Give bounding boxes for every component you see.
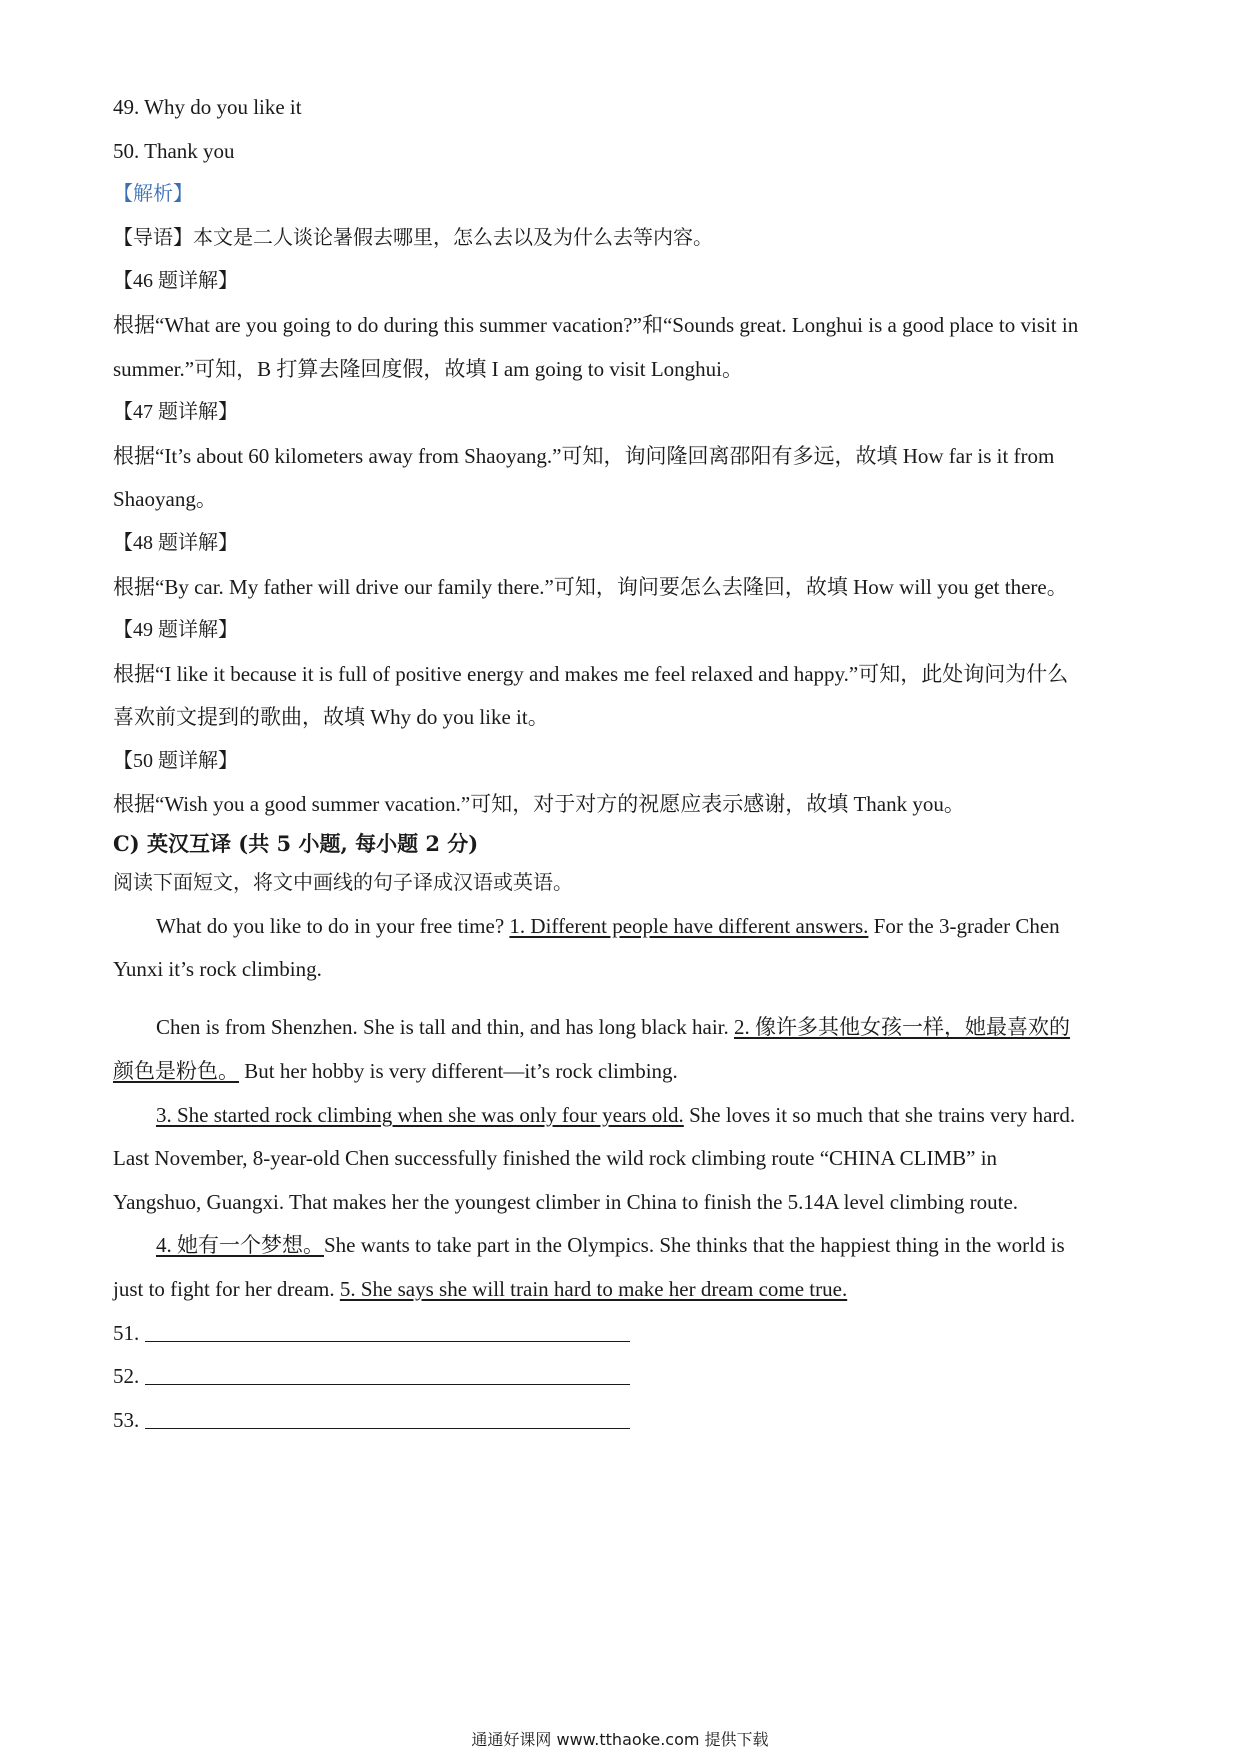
passage-p2-line2 — [113, 1057, 1128, 1085]
q50-explanation: 根据“Wish you a good summer vacation.”可知，对于对方的祝愿应表示感谢，故填 Thank you。 — [113, 792, 965, 816]
passage-p2-line1 — [156, 1013, 1128, 1041]
q47-explanation-line1: 根据“It’s about 60 kilometers away from Shaoyang.”可知，询问隆回离邵阳有多远，故填 How far is it from — [113, 444, 1055, 468]
answer-number: 51. — [113, 1321, 140, 1345]
passage-p3-line2: Last November, 8-year-old Chen successfully finished the wild rock climbing route “CHINA CLIMB” in — [113, 1146, 998, 1170]
passage-text: For the 3-grader Chen — [868, 914, 1060, 938]
passage-p3-line1 — [156, 1101, 1128, 1129]
underlined-sentence-2: 2. 像许多其他女孩一样，她最喜欢的 — [733, 1015, 1070, 1039]
answer-blank-53[interactable] — [145, 1406, 630, 1429]
q46-explanation-line1: 根据“What are you going to do during this summer vacation?”和“Sounds great. Longhui is a good place to visit in — [113, 313, 1079, 337]
answer-49: 49. Why do you like it — [113, 95, 302, 119]
q47-heading: 【47 题详解】 — [113, 401, 238, 423]
passage-text: What do you like to do in your free time? — [156, 914, 510, 938]
q49-explanation-line1: 根据“I like it because it is full of positive energy and makes me feel relaxed and happy.”可知，此处询问为什么 — [113, 662, 1069, 686]
intro-text: 【导语】本文是二人谈论暑假去哪里，怎么去以及为什么去等内容。 — [113, 227, 713, 249]
answer-line-52 — [113, 1362, 1128, 1390]
underlined-sentence-5: 5. She says she will train hard to make her dream come true. — [339, 1277, 848, 1301]
passage-p4-line1 — [156, 1231, 1128, 1259]
passage-p1-line1 — [156, 912, 1128, 940]
passage-text: Chen is from Shenzhen. She is tall and thin, and has long black hair. — [156, 1015, 734, 1039]
passage-text: But her hobby is very different—it’s rock climbing. — [239, 1059, 678, 1083]
passage-p3-line3: Yangshuo, Guangxi. That makes her the youngest climber in China to finish the 5.14A level climbing route. — [113, 1190, 1019, 1214]
underlined-sentence-2-cont: 颜色是粉色。 — [113, 1059, 239, 1083]
section-c-heading: C) 英汉互译 (共 5 小题, 每小题 2 分) — [113, 831, 479, 856]
q49-explanation-line2: 喜欢前文提到的歌曲，故填 Why do you like it。 — [113, 705, 549, 729]
answer-blank-51[interactable] — [145, 1319, 630, 1342]
underlined-sentence-1: 1. Different people have different answers. — [509, 914, 869, 938]
q48-explanation: 根据“By car. My father will drive our family there.”可知，询问要怎么去隆回，故填 How will you get there。 — [113, 575, 1068, 599]
answer-blank-52[interactable] — [145, 1362, 630, 1385]
answer-line-53 — [113, 1406, 1128, 1434]
passage-text: just to fight for her dream. — [113, 1277, 340, 1301]
q49-heading: 【49 题详解】 — [113, 619, 238, 641]
passage-text: She wants to take part in the Olympics. She thinks that the happiest thing in the world is — [324, 1233, 1065, 1257]
q46-heading: 【46 题详解】 — [113, 270, 238, 292]
page-footer: 通通好课网 www.tthaoke.com 提供下载 — [471, 1730, 769, 1749]
analysis-label: 【解析】 — [113, 183, 193, 205]
answer-number: 52. — [113, 1364, 140, 1388]
answer-line-51 — [113, 1319, 1128, 1347]
q46-explanation-line2: summer.”可知，B 打算去隆回度假，故填 I am going to visit Longhui。 — [113, 357, 743, 381]
answer-number: 53. — [113, 1408, 140, 1432]
passage-p1-line2: Yunxi it’s rock climbing. — [113, 957, 322, 981]
passage-p4-line2 — [113, 1275, 1128, 1303]
q50-heading: 【50 题详解】 — [113, 750, 238, 772]
q48-heading: 【48 题详解】 — [113, 532, 238, 554]
passage-text: She loves it so much that she trains very hard. — [683, 1103, 1076, 1127]
underlined-sentence-4: 4. 她有一个梦想。 — [156, 1233, 324, 1257]
underlined-sentence-3: 3. She started rock climbing when she was only four years old. — [156, 1103, 684, 1127]
answer-50: 50. Thank you — [113, 139, 235, 163]
section-c-instruction: 阅读下面短文，将文中画线的句子译成汉语或英语。 — [113, 872, 573, 894]
q47-explanation-line2: Shaoyang。 — [113, 487, 217, 511]
